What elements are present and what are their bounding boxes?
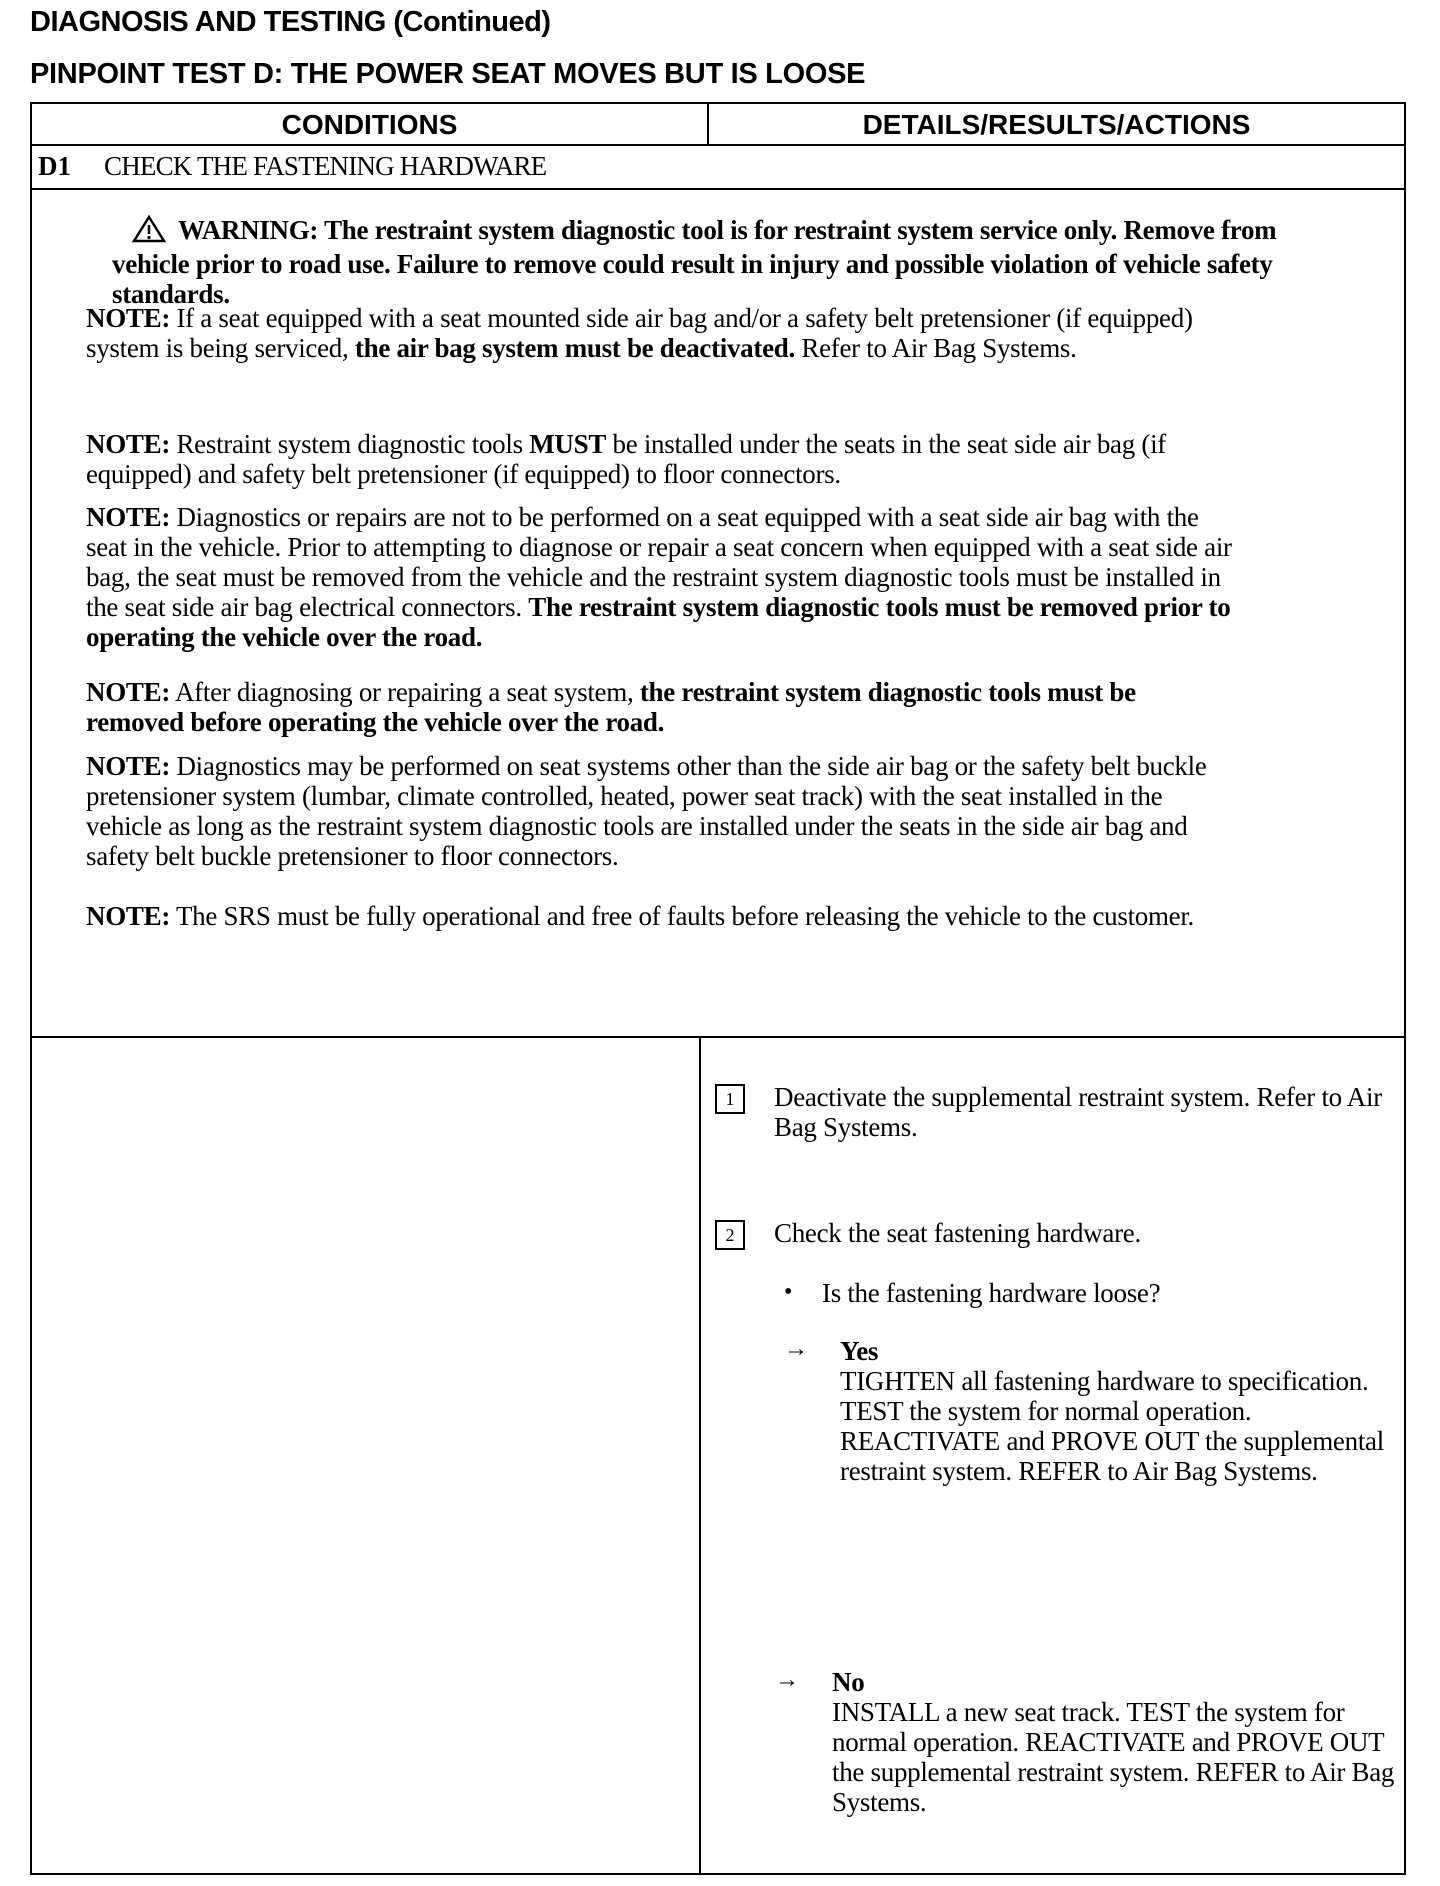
note-emphasis: The restraint system diagnostic tools must be removed prior to operating the vehicle over the road. [86, 592, 1231, 652]
question-text: Is the fastening hardware loose? [822, 1278, 1161, 1308]
note-label: NOTE: [86, 901, 171, 931]
notes-section [32, 190, 1404, 1038]
details-column-header: DETAILS/RESULTS/ACTIONS [709, 104, 1404, 146]
yes-label: Yes [840, 1336, 879, 1366]
note-text: If a seat equipped with a seat mounted side air bag and/or a safety belt pretensioner (if equipped) system is being serviced, [86, 303, 1193, 363]
note-paragraph [86, 751, 1236, 871]
pinpoint-test-title: PINPOINT TEST D: THE POWER SEAT MOVES BUT IS LOOSE [30, 58, 866, 90]
note-text: Diagnostics or repairs are not to be performed on a seat equipped with a seat side air bag with the seat in the vehicle. Prior to attempting to diagnose or repair a seat concern when equipped with a seat side air bag, the seat must be removed from the vehicle and the restraint system diagnostic tools must be installed in the seat side air bag electrical connectors. [86, 502, 1232, 622]
conditions-column-header: CONDITIONS [32, 104, 709, 146]
note-paragraph [86, 677, 1236, 737]
note-text: Diagnostics may be performed on seat systems other than the side air bag or the safety belt buckle pretensioner system (lumbar, climate controlled, heated, power seat track) with the seat installed in the vehicle as long as the restraint system diagnostic tools are installed under the seats in the side air bag and safety belt buckle pretensioner to floor connectors. [86, 751, 1207, 871]
action-text: Deactivate the supplemental restraint system. Refer to Air Bag Systems. [774, 1082, 1382, 1142]
column-divider [699, 1038, 701, 1873]
note-paragraph [86, 429, 1236, 489]
note-text: The SRS must be fully operational and free of faults before releasing the vehicle to the customer. [170, 901, 1195, 931]
arrow-right-icon: → [784, 1336, 808, 1362]
bullet: • [784, 1279, 793, 1305]
arrow-right-icon: → [775, 1667, 799, 1693]
note-paragraph [86, 303, 1236, 363]
no-label: No [832, 1667, 865, 1697]
warning-text: WARNING: The restraint system diagnostic tool is for restraint system service only. Remove from vehicle prior to road use. Failure to remove could result in injury and possible violation of vehicle safety standards. [112, 215, 1277, 309]
warning-block [112, 215, 1322, 309]
step-row [32, 146, 1404, 190]
pinpoint-test-table [30, 102, 1406, 1875]
step-number-box: 1 [715, 1084, 745, 1114]
note-emphasis: MUST [529, 429, 607, 459]
note-label: NOTE: [86, 677, 171, 707]
note-emphasis: the restraint system diagnostic tools must be removed before operating the vehicle over the road. [86, 677, 1136, 737]
step-number-box: 2 [715, 1220, 745, 1250]
note-emphasis: the air bag system must be deactivated. [354, 333, 795, 363]
note-label: NOTE: [86, 303, 171, 333]
note-text: be installed under the seats in the seat side air bag (if equipped) and safety belt pretensioner (if equipped) to floor connectors. [86, 429, 1166, 489]
note-text: Refer to Air Bag Systems. [794, 333, 1077, 363]
step-id: D1 [38, 151, 71, 181]
note-paragraph [86, 901, 1236, 931]
note-text: After diagnosing or repairing a seat system, [170, 677, 640, 707]
step-title: CHECK THE FASTENING HARDWARE [104, 151, 547, 181]
no-result-text: INSTALL a new seat track. TEST the system for normal operation. REACTIVATE and PROVE OUT the supplemental restraint system. REFER to Air Bag Systems. [832, 1697, 1395, 1817]
warning-triangle-icon [132, 215, 166, 249]
note-paragraph [86, 502, 1236, 652]
note-label: NOTE: [86, 502, 171, 532]
action-text: Check the seat fastening hardware. [774, 1218, 1141, 1248]
note-label: NOTE: [86, 751, 171, 781]
note-text: Restraint system diagnostic tools [170, 429, 530, 459]
yes-result-text: TIGHTEN all fastening hardware to specification. TEST the system for normal operation. REACTIVATE and PROVE OUT the supplemental restraint system. REFER to Air Bag Systems. [840, 1366, 1384, 1486]
note-label: NOTE: [86, 429, 171, 459]
section-title: DIAGNOSIS AND TESTING (Continued) [30, 6, 551, 38]
